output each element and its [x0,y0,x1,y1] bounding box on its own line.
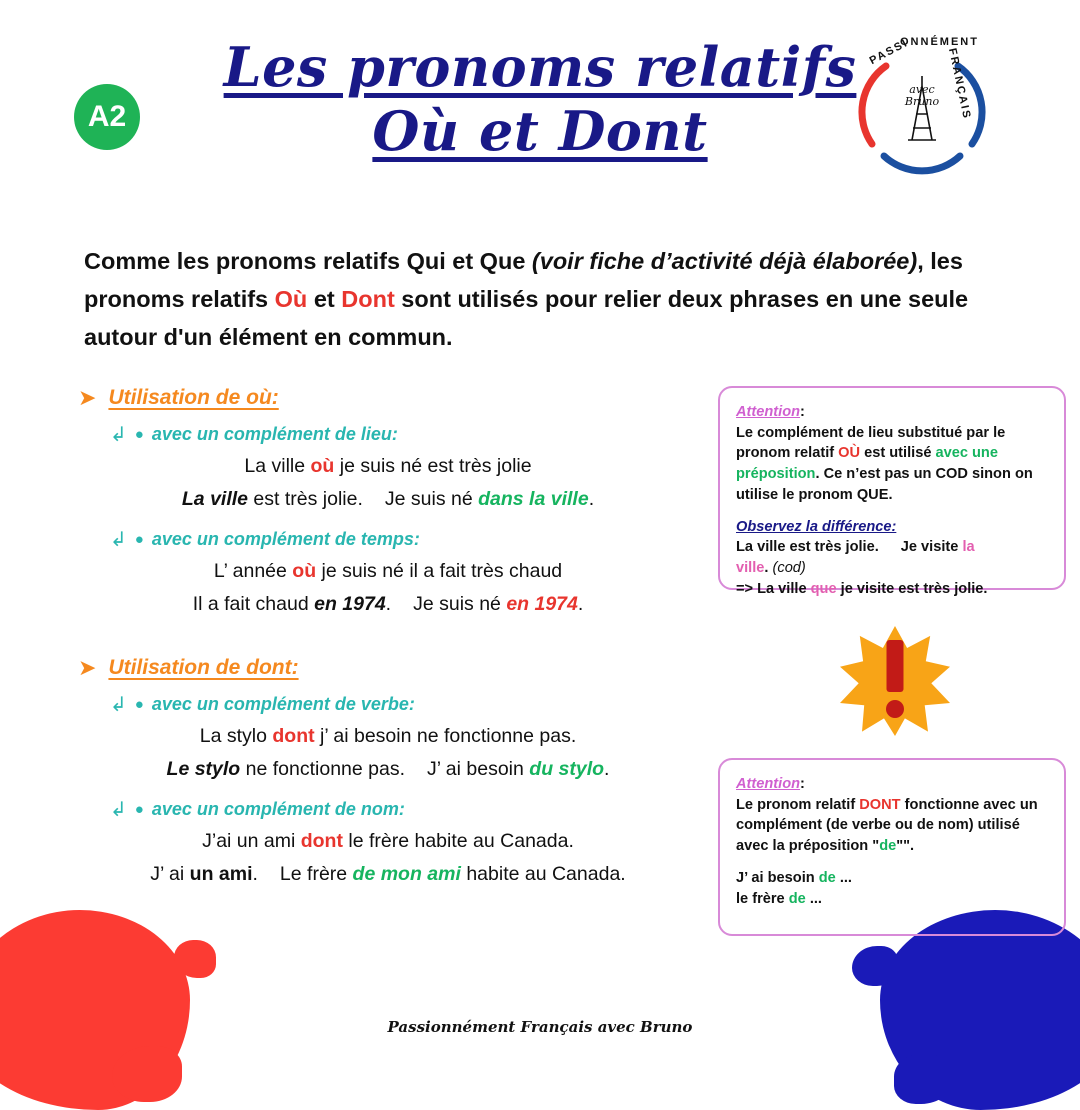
ex-text: J’ ai besoin [427,758,530,780]
attn-text: ... [835,869,852,886]
attn-keyword-de: de [818,869,836,886]
ex-text: est très jolie. [248,488,363,510]
arrow-right-icon: ➤ [78,385,97,410]
subsection-lieu [78,424,698,511]
ex-keyword: de mon ami [352,863,461,885]
attention-label: Attention [736,404,801,420]
example-decomposition [78,593,698,616]
hook-arrow-icon: ↲ [110,693,127,716]
subsection-label-nom: avec un complément de nom: [151,799,405,819]
ex-text: . [577,593,584,615]
ex-text: Le frère [279,863,353,885]
intro-keyword-dont: Dont [341,286,395,313]
hook-arrow-icon: ↲ [110,423,127,446]
attn-text: fonctionne avec un complément (de verbe ou de nom) utilisé avec la préposition " [736,796,1038,855]
ex-text: Je suis né [413,593,507,615]
bullet-icon: ● [134,801,144,818]
exclamation-bar [887,640,904,692]
hook-arrow-icon: ↲ [110,798,127,821]
ex-text: . [252,863,258,885]
ex-keyword: où [310,455,335,477]
section-header-ou [78,386,698,410]
ex-text: La stylo [199,725,273,747]
attn-text: le frère [736,890,789,907]
attn-text: => La ville [736,580,811,597]
ex-text: L’ année [213,560,293,582]
attn-text: Je visite [900,539,963,556]
attn-keyword-que: que [810,580,837,597]
ex-subject: Le stylo [166,758,241,780]
attention-label: Attention [736,776,801,792]
example-decomposition [78,863,698,886]
subsection-header [110,694,698,715]
attn-text: je visite est très jolie. [836,580,988,597]
subsection-header [110,529,698,550]
attn-keyword-de: de [788,890,806,907]
attn-keyword-ou: OÙ [838,445,861,462]
exclamation-burst-icon [840,626,950,736]
ex-keyword: où [292,560,317,582]
ex-text: . [385,593,392,615]
subsection-verbe [78,694,698,781]
bullet-icon: ● [134,531,144,548]
attn-text: . [764,560,769,577]
ex-text: Il a fait chaud [192,593,315,615]
attn-text: Le pronom relatif [736,796,860,813]
attn-text: Le complément de lieu substitué par le pronom relatif [736,424,1006,462]
example-decomposition [78,758,698,781]
subsection-header [110,424,698,445]
intro-paragraph [84,242,974,356]
attn-keyword-dont: DONT [859,796,901,813]
ex-complement: en 1974 [314,593,386,615]
attention-example-2 [736,579,1048,600]
example-sentence [78,725,698,748]
attn-text: La ville est très jolie. [736,539,879,556]
attn-keyword-de: de [879,838,897,855]
exclamation-dot [886,700,904,718]
attn-text: "". [896,838,915,855]
page-title [190,36,890,163]
attention-body [736,795,1048,857]
attention-box-ou [718,386,1066,597]
attention-example-2 [736,889,1048,910]
intro-part1: Comme les pronoms relatifs Qui et Que [84,248,532,274]
title-line-1: Les pronoms relatifs [223,35,857,99]
attention-colon: : [800,404,805,420]
hook-arrow-icon: ↲ [110,528,127,551]
ex-keyword: dans la ville [478,488,589,510]
attention-observe-label: Observez la différence: [736,518,897,535]
example-sentence [78,455,698,478]
attention-example-1 [736,537,1048,578]
intro-part5: sont utilisés pour relier deux phrases en une seule autour d'un élément en commun. [84,286,969,351]
ex-text: le frère habite au Canada. [342,830,574,852]
bullet-icon: ● [134,696,144,713]
ex-text: J’ai un ami [202,830,301,852]
subsection-label-verbe: avec un complément de verbe: [151,694,415,714]
ex-text: ne fonctionne pas. [240,758,406,780]
attn-text: J’ ai besoin [736,869,819,886]
ex-keyword: dont [272,725,315,747]
arrow-right-icon: ➤ [78,655,97,680]
attention-heading [736,774,1048,795]
example-decomposition [78,488,698,511]
attn-text: est utilisé [860,445,936,462]
subsection-nom [78,799,698,886]
ex-subject: La ville [181,488,249,510]
ex-text: La ville [244,455,311,477]
ex-text: je suis né est très jolie [334,455,532,477]
ex-text: . [588,488,595,510]
intro-part4: et [307,286,342,313]
attn-keyword-prep: avec une préposition [736,445,998,483]
ex-keyword: du stylo [529,758,605,780]
ex-text: habite au Canada. [460,863,626,885]
attention-example-1 [736,868,1048,889]
attention-body [736,423,1048,506]
ex-keyword: en 1974 [506,593,578,615]
attn-text: ... [805,890,822,907]
logo-cursive-text: avec Bruno [904,83,940,108]
example-sentence [78,560,698,583]
ex-subject: un ami [189,863,253,885]
example-sentence [78,830,698,853]
ex-text: . [604,758,610,780]
logo-graphic [842,32,1002,192]
attention-box-dont [718,758,1066,936]
section-header-dont [78,656,698,680]
bullet-icon: ● [134,426,144,443]
footer-credit: Passionnément Français avec Bruno [387,1018,693,1036]
subsection-label-temps: avec un complément de temps: [151,529,420,549]
ex-text: j’ ai besoin ne fonctionne pas. [314,725,577,747]
subsection-label-lieu: avec un complément de lieu: [151,424,398,444]
title-line-2: Où et Dont [372,98,708,163]
subsection-temps [78,529,698,616]
intro-part3: , les pronoms relatifs [84,248,963,313]
section-title-ou: Utilisation de où: [108,386,279,409]
ex-text: je suis né il a fait très chaud [316,560,563,582]
intro-keyword-ou: Où [274,286,308,313]
ex-keyword: dont [300,830,343,852]
ex-text: Je suis né [384,488,479,510]
level-badge: A2 [74,84,140,150]
attn-cod-tag: (cod) [772,560,806,577]
ex-text: J’ ai [150,863,190,885]
intro-part2: (voir fiche d’activité déjà élaborée) [531,248,918,274]
section-title-dont: Utilisation de dont: [108,656,299,679]
subsection-header [110,799,698,820]
attention-colon: : [800,776,805,792]
attention-heading [736,402,1048,423]
lessons-column [78,386,698,894]
brand-logo: PASSI ONNÉMENT FRANÇAIS avec Bruno [842,32,1002,192]
attn-text: . Ce n’est pas un COD sinon on utilise le pronom QUE. [736,466,1033,503]
attn-keyword-laville: la ville [736,539,975,577]
